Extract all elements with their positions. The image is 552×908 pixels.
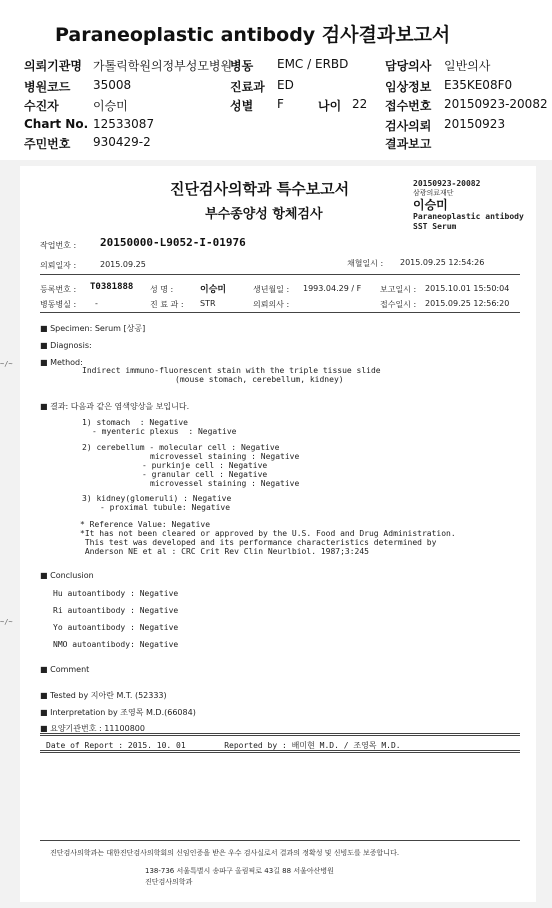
report-date-label: 보고일시 : bbox=[380, 285, 417, 294]
age-label: 나이 bbox=[318, 99, 342, 113]
sex-label: 성별 bbox=[230, 99, 254, 113]
page-title: Paraneoplastic antibody 검사결과보고서 bbox=[55, 24, 451, 46]
result-label: 결과보고 bbox=[385, 137, 432, 151]
conclusion-hu: Hu autoantibody : Negative bbox=[53, 589, 179, 598]
clinical-info-label: 임상정보 bbox=[385, 80, 432, 94]
comment-heading: ■ Comment bbox=[40, 665, 90, 674]
request-label: 검사의뢰 bbox=[385, 119, 432, 133]
note-2: This test was developed and its performance characteristics determined by bbox=[80, 538, 437, 547]
footer-address: 138-736 서울특별시 송파구 올림픽로 43길 88 서울아산병원 bbox=[145, 867, 334, 875]
dob: 1993.04.29 / F bbox=[303, 284, 362, 293]
dept-label-2: 진 료 과 : bbox=[150, 300, 184, 309]
conclusion-nmo: NMO autoantibody: Negative bbox=[53, 640, 179, 649]
work-no-label: 작업번호 : bbox=[40, 241, 77, 250]
hospital-code-label: 병원코드 bbox=[24, 80, 71, 94]
method: ■ Method: bbox=[40, 358, 83, 367]
reference-value: * Reference Value: Negative bbox=[80, 520, 211, 529]
result-2d: - granular cell : Negative bbox=[142, 470, 268, 479]
receipt-label: 접수번호 bbox=[385, 99, 432, 113]
result-2: 2) cerebellum - molecular cell : Negative bbox=[82, 443, 280, 452]
method-text-1: Indirect immuno-fluorescent stain with the triple tissue slide bbox=[82, 366, 381, 375]
interpretation-by: ■ Interpretation by 조영목 M.D.(66084) bbox=[40, 708, 196, 717]
reg-no: T0381888 bbox=[90, 282, 134, 292]
result-3b: - proximal tubule: Negative bbox=[100, 503, 231, 512]
result-1: 1) stomach : Negative bbox=[82, 418, 188, 427]
stamp-center: 삼광의료재단 bbox=[413, 189, 454, 197]
institution-code: ■ 요양기관번호 : 11100800 bbox=[40, 724, 145, 733]
note-1: *It has not been cleared or approved by the U.S. Food and Drug Administration. bbox=[80, 529, 456, 538]
divider bbox=[40, 274, 520, 275]
footer-department: 진단검사의학과 bbox=[145, 878, 193, 886]
result-2e: microvessel staining : Negative bbox=[150, 479, 300, 488]
divider bbox=[40, 733, 520, 736]
chart-value: 12533087 bbox=[93, 117, 155, 131]
dept-label: 진료과 bbox=[230, 80, 265, 94]
doctor-label-2: 의뢰의사 : bbox=[253, 300, 290, 309]
conclusion-heading: ■ Conclusion bbox=[40, 571, 94, 580]
stamp-sample: SST Serum bbox=[413, 222, 457, 231]
age-value: 22 bbox=[352, 97, 368, 111]
reg-label: 등록번호 : bbox=[40, 285, 77, 294]
ward-2: - bbox=[95, 299, 98, 308]
note-3: Anderson NE et al : CRC Crit Rev Clin Neurlbiol. 1987;3:245 bbox=[80, 547, 369, 556]
conclusion-yo: Yo autoantibody : Negative bbox=[53, 623, 179, 632]
collect-label: 채혈일시 : bbox=[347, 259, 384, 268]
divider bbox=[40, 840, 520, 841]
patient-value: 이승미 bbox=[93, 99, 128, 113]
request-value: 20150923 bbox=[444, 117, 506, 131]
report-title: 진단검사의학과 특수보고서 bbox=[170, 180, 350, 198]
receive-label: 접수일시 : bbox=[380, 300, 417, 309]
patient-name: 이승미 bbox=[200, 285, 227, 295]
result-3: 3) kidney(glomeruli) : Negative bbox=[82, 494, 232, 503]
receive-date: 2015.09.25 12:56:20 bbox=[425, 299, 510, 308]
footer-certification: 진단검사의학과는 대한진단검사의학회의 신임인증을 받은 우수 검사실로서 결과의 정확성 및 신빙도를 보증합니다. bbox=[50, 849, 400, 857]
ward-label-2: 병동병실 : bbox=[40, 300, 77, 309]
result-1b: - myenteric plexus : Negative bbox=[92, 427, 237, 436]
report-sheet bbox=[20, 166, 536, 902]
work-no: 20150000-L9052-I-01976 bbox=[100, 236, 246, 249]
chart-label: Chart No. bbox=[24, 117, 89, 131]
ssn-value: 930429-2 bbox=[93, 135, 151, 149]
ward-value: EMC / ERBD bbox=[277, 57, 349, 71]
diagnosis: ■ Diagnosis: bbox=[40, 341, 92, 350]
clinical-info-value: E35KE08F0 bbox=[444, 78, 513, 92]
doctor-value: 일반의사 bbox=[444, 59, 491, 73]
doctor-label: 담당의사 bbox=[385, 59, 432, 73]
report-date: 2015.10.01 15:50:04 bbox=[425, 284, 510, 293]
stamp-number: 20150923-20082 bbox=[413, 179, 481, 188]
divider bbox=[40, 750, 520, 753]
ssn-label: 주민번호 bbox=[24, 137, 71, 151]
request-date-label: 의뢰일자 : bbox=[40, 261, 77, 270]
ward-label: 병동 bbox=[230, 59, 254, 73]
stamp-name: 이승미 bbox=[413, 198, 448, 212]
report-subtitle: 부수종양성 항체검사 bbox=[205, 207, 323, 222]
sex-value: F bbox=[277, 97, 284, 111]
stamp-test: Paraneoplastic antibody bbox=[413, 212, 524, 221]
dob-label: 생년월일 : bbox=[253, 285, 290, 294]
scan-mark: ~/~ bbox=[0, 618, 13, 626]
method-text-2: (mouse stomach, cerebellum, kidney) bbox=[175, 375, 344, 384]
receipt-value: 20150923-20082 bbox=[444, 97, 548, 111]
institution-value: 가톨릭학원의정부성모병원 bbox=[93, 59, 233, 73]
patient-label: 수진자 bbox=[24, 99, 59, 113]
institution-label: 의뢰기관명 bbox=[24, 59, 82, 73]
name-label: 성 명 : bbox=[150, 285, 174, 294]
specimen: ■ Specimen: Serum [상공] bbox=[40, 324, 146, 333]
tested-by: ■ Tested by 지아란 M.T. (52333) bbox=[40, 691, 167, 700]
result-head: ■ 결과: 다음과 같은 염색양상을 보입니다. bbox=[40, 402, 190, 411]
divider bbox=[40, 312, 520, 313]
date-of-report: Date of Report : 2015. 10. 01 Reported by : 배미현 M.D. / 조영목 M.D. bbox=[46, 741, 401, 750]
scan-mark: ~/~ bbox=[0, 360, 13, 368]
request-date: 2015.09.25 bbox=[100, 260, 146, 269]
dept-2: STR bbox=[200, 299, 216, 308]
result-2b: microvessel staining : Negative bbox=[150, 452, 300, 461]
report-header bbox=[0, 0, 552, 160]
dept-value: ED bbox=[277, 78, 294, 92]
result-2c: - purkinje cell : Negative bbox=[142, 461, 268, 470]
hospital-code-value: 35008 bbox=[93, 78, 132, 92]
conclusion-ri: Ri autoantibody : Negative bbox=[53, 606, 179, 615]
collect-date: 2015.09.25 12:54:26 bbox=[400, 258, 485, 267]
